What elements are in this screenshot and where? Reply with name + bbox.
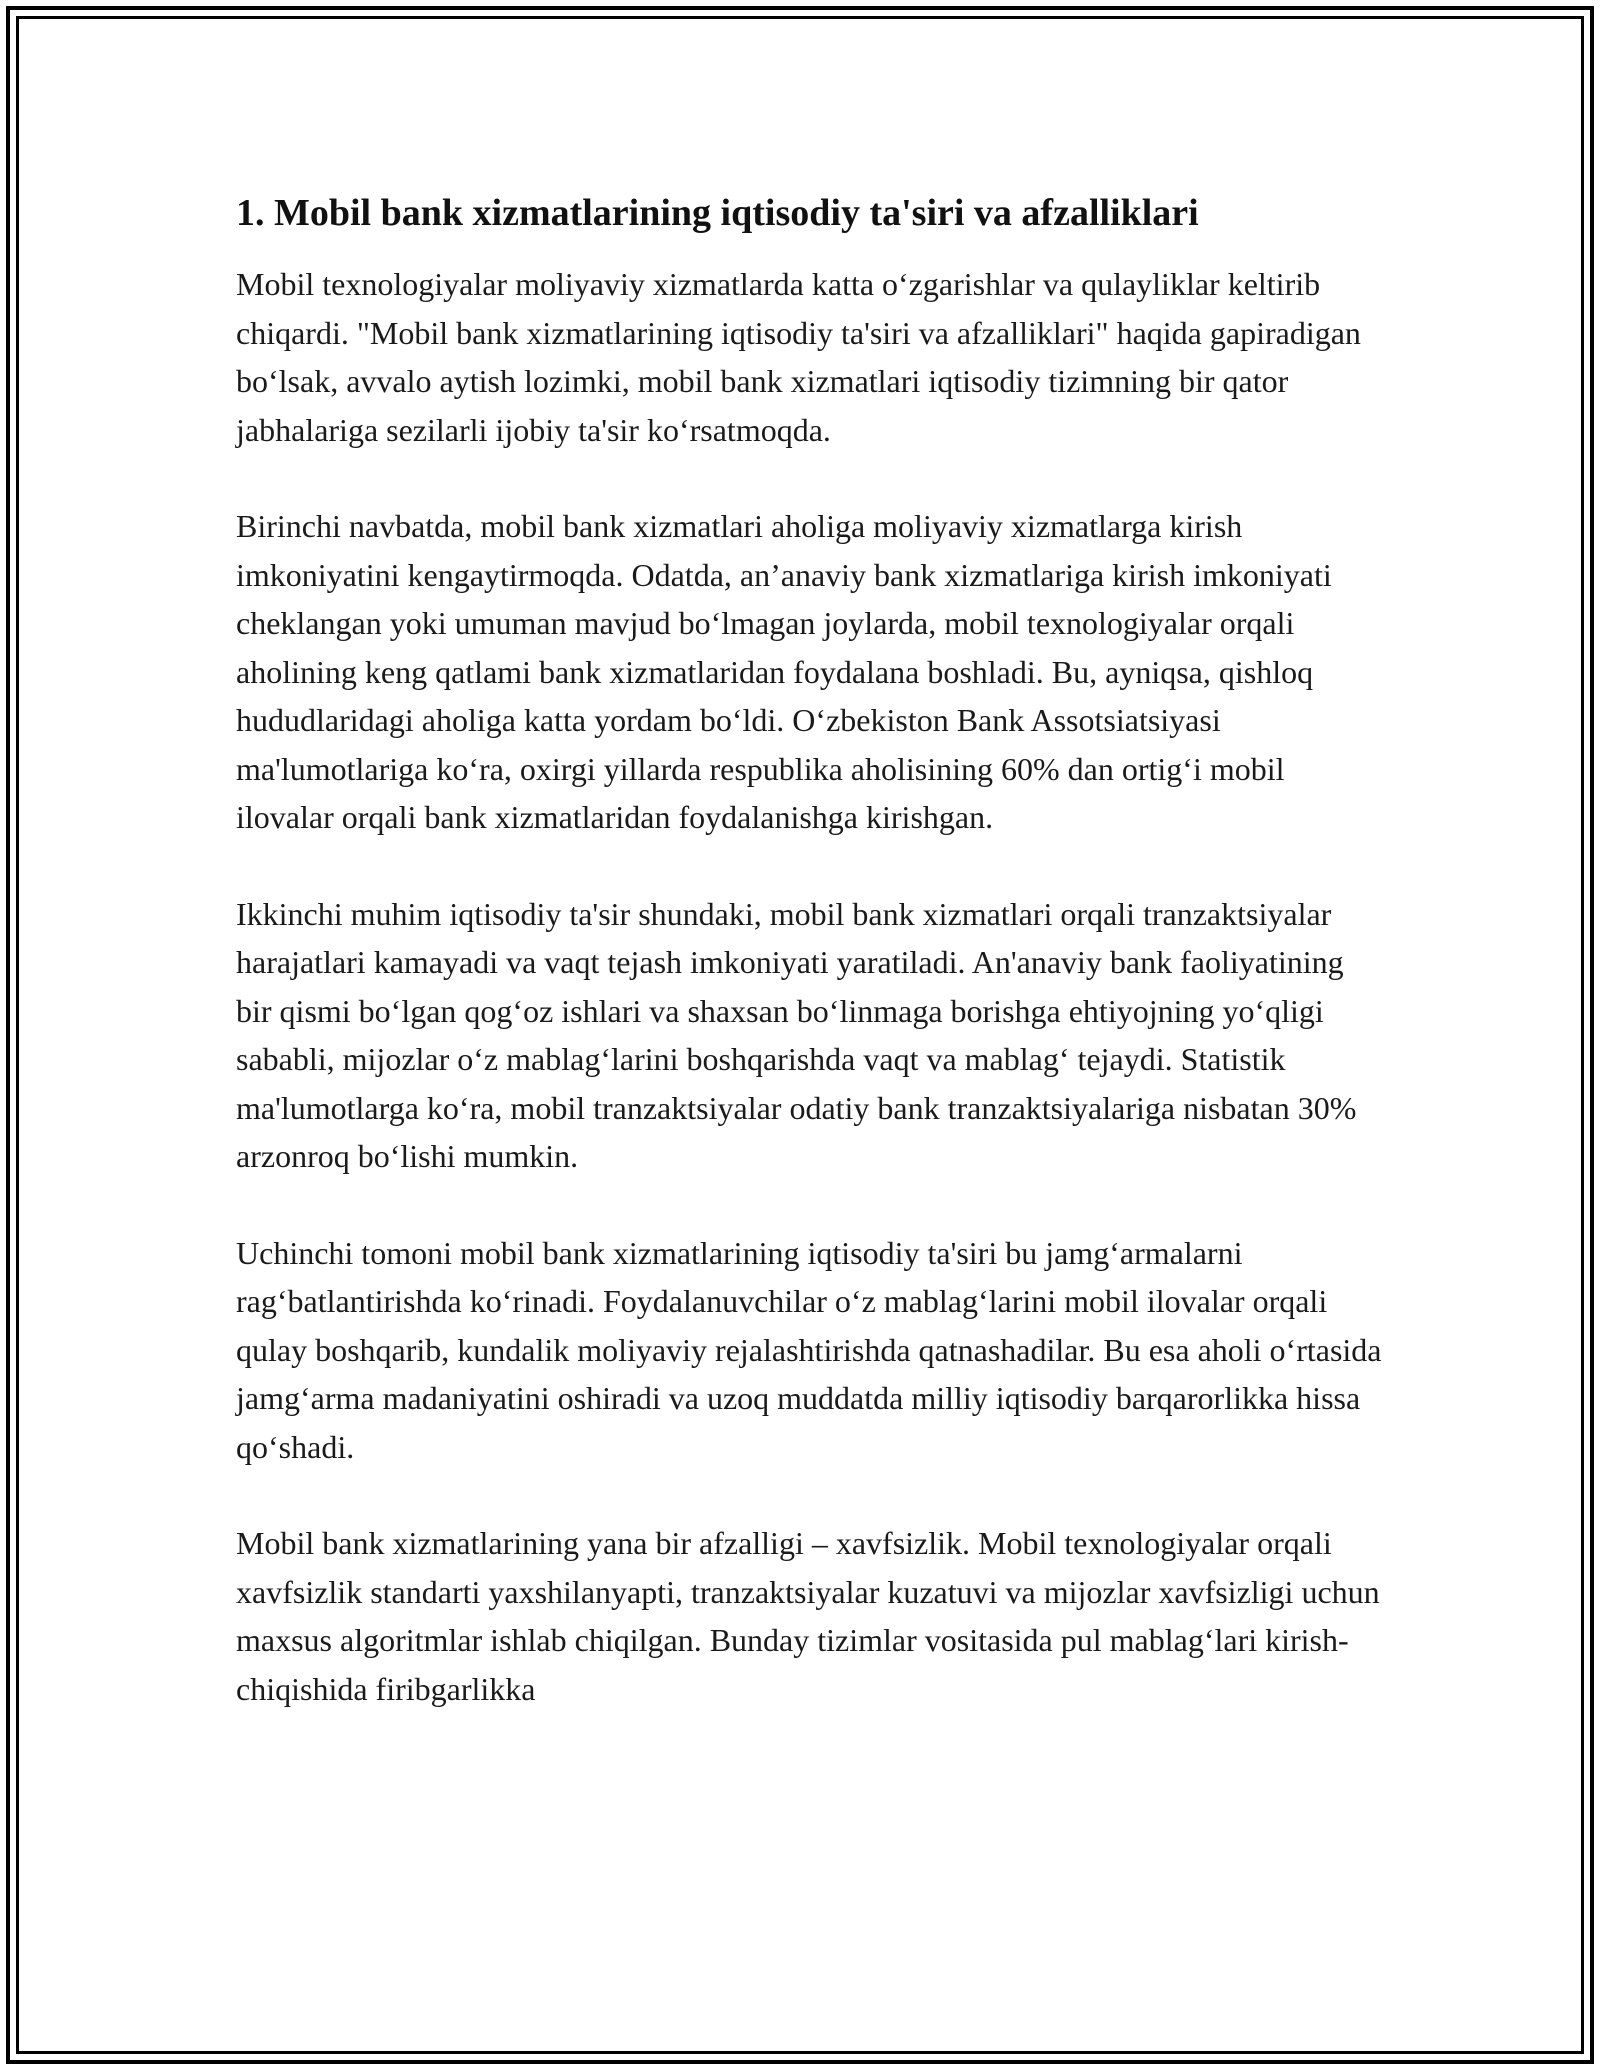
paragraph-costs: Ikkinchi muhim iqtisodiy ta'sir shundaki, mobil bank xizmatlari orqali tranzaktsiyalar harajatlari kamayadi va vaqt tejash imkoniyati yaratiladi. An'anaviy bank faoliyatining bir qismi bo‘lgan qog‘oz ishlari va shaxsan bo‘linmaga borishga ehtiyojning yo‘qligi sababli, mijozlar o‘z mablag‘larini boshqarishda vaqt va mablag‘ tejaydi. Statistik ma'lumotlarga ko‘ra, mobil tranzaktsiyalar odatiy bank tranzaktsiyalariga nisbatan 30% arzonroq bo‘lishi mumkin. [236, 895, 1357, 1174]
section-heading: 1. Mobil bank xizmatlarining iqtisodiy ta'siri va afzalliklari [236, 192, 1199, 234]
document-body [236, 186, 1386, 1761]
paragraph-access: Birinchi navbatda, mobil bank xizmatlari aholiga moliyaviy xizmatlarga kirish imkoniyatini kengaytirmoqda. Odatda, an’anaviy bank xizmatlariga kirish imkoniyati cheklangan yoki umuman mavjud bo‘lmagan joylarda, mobil texnologiyalar orqali aholining keng qatlami bank xizmatlaridan foydalana boshladi. Bu, ayniqsa, qishloq hududlaridagi aholiga katta yordam bo‘ldi. O‘zbekiston Bank Assotsiatsiyasi ma'lumotlariga ko‘ra, oxirgi yillarda respublika aholisining 60% dan ortig‘i mobil ilovalar orqali bank xizmatlaridan foydalanishga kirishgan. [236, 508, 1332, 835]
paragraph-savings: Uchinchi tomoni mobil bank xizmatlarining iqtisodiy ta'siri bu jamg‘armalarni rag‘batlantirishda ko‘rinadi. Foydalanuvchilar o‘z mablag‘larini mobil ilovalar orqali qulay boshqarib, kundalik moliyaviy rejalashtirishda qatnashadilar. Bu esa aholi o‘rtasida jamg‘arma madaniyatini oshiradi va uzoq muddatda milliy iqtisodiy barqarorlikka hissa qo‘shadi. [236, 1234, 1382, 1465]
paragraph-security: Mobil bank xizmatlarining yana bir afzalligi – xavfsizlik. Mobil texnologiyalar orqali xavfsizlik standarti yaxshilanyapti, tranzaktsiyalar kuzatuvi va mijozlar xavfsizligi uchun maxsus algoritmlar ishlab chiqilgan. Bunday tizimlar vositasida pul mablag‘lari kirish-chiqishida firibgarlikka [236, 1525, 1380, 1707]
paragraph-intro: Mobil texnologiyalar moliyaviy xizmatlarda katta o‘zgarishlar va qulayliklar keltirib chiqardi. "Mobil bank xizmatlarining iqtisodiy ta'siri va afzalliklari" haqida gapiradigan bo‘lsak, avvalo aytish lozimki, mobil bank xizmatlari iqtisodiy tizimning bir qator jabhalariga sezilarli ijobiy ta'sir ko‘rsatmoqda. [236, 266, 1361, 448]
